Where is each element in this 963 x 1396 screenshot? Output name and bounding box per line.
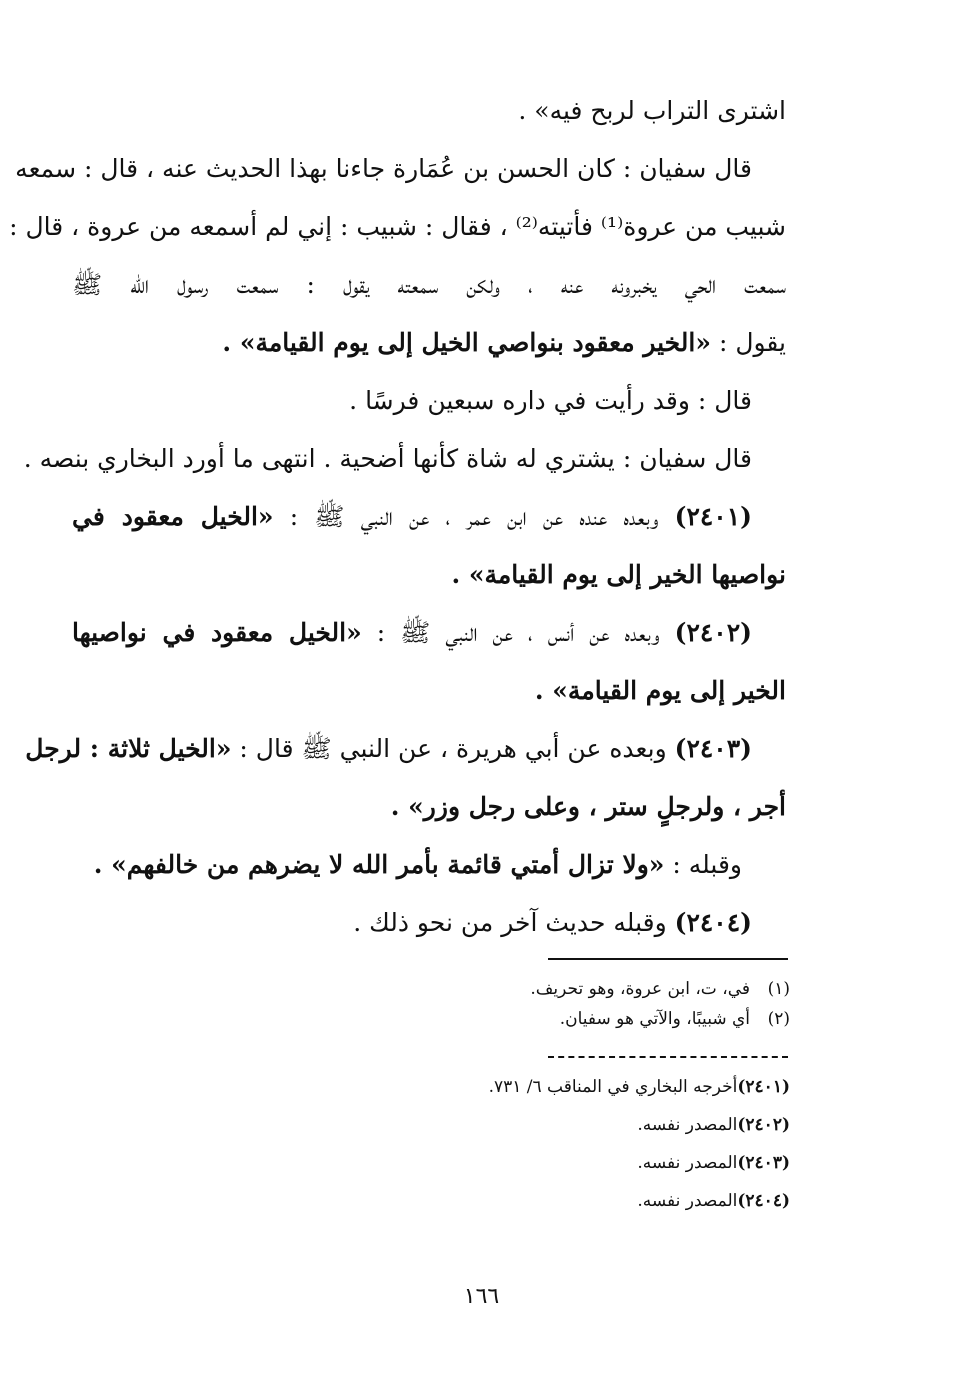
- text-line: [72, 836, 786, 894]
- main-text: [9, 82, 786, 952]
- hadith-number: (٢٤٠٢): [674, 618, 752, 647]
- text-line: قال : وقد رأيت في داره سبعين فرسًا .: [349, 386, 752, 415]
- reference: [300, 1148, 790, 1178]
- hadith-2404: [72, 894, 786, 952]
- hadith-number: (٢٤٠٤): [674, 908, 752, 937]
- footnote-divider: [548, 958, 788, 960]
- hadith-quote: الخير إلى يوم القيامة» .: [534, 676, 786, 705]
- hadith-number: (٢٤٠١): [674, 502, 752, 531]
- text-line: قال سفيان : كان الحسن بن عُمَارة جاءنا بهذا الحديث عنه ، قال : سمعه: [15, 154, 752, 183]
- footnote-number: (٢): [767, 1009, 790, 1029]
- hadith-2403: [25, 720, 786, 778]
- text-span: وبعده عن أبي هريرة ، عن النبي ﷺ قال :: [231, 734, 675, 763]
- reference: [300, 1110, 790, 1140]
- reference-text: المصدر نفسه.: [637, 1153, 738, 1173]
- footnote: [300, 974, 790, 1004]
- text-line: شبيب من عروة⁽¹⁾ فأتيته⁽²⁾ ، فقال : شبيب : إني لم أسمعه من عروة ، قال :: [9, 212, 786, 241]
- hadith-2401: [72, 488, 786, 546]
- reference-number: (٢٤٠٤): [737, 1191, 790, 1211]
- footnote-number: (١): [767, 979, 790, 999]
- footnote-text: في، ت، ابن عروة، وهو تحريف.: [530, 979, 750, 999]
- text-line: سمعت الحي يخبرونه عنه ، ولكن سمعته يقول : سمعت رسول الله ﷺ: [72, 270, 786, 299]
- text-line: [72, 546, 786, 604]
- text-line: اشترى التراب لربح فيه» .: [518, 96, 786, 125]
- reference-number: (٢٤٠١): [737, 1077, 790, 1097]
- text-span: وبعده عن أنس ، عن النبي ﷺ :: [361, 618, 675, 647]
- text-line: [72, 314, 786, 372]
- hadith-quote: «ولا تزال أمتي قائمة بأمر الله لا يضرهم من خالفهم» .: [93, 850, 665, 879]
- hadith-number: (٢٤٠٣): [674, 734, 752, 763]
- reference-text: المصدر نفسه.: [637, 1115, 738, 1135]
- hadith-quote: «الخير معقود بنواصي الخيل إلى يوم القيامة» .: [222, 328, 711, 357]
- text-line: [72, 662, 786, 720]
- text-span: وقبله حديث آخر من نحو ذلك .: [353, 908, 675, 937]
- footnote: [300, 1004, 790, 1034]
- text-span: وبعده عنده عن ابن عمر ، عن النبي ﷺ :: [273, 502, 675, 531]
- text-span: وقبله :: [664, 850, 742, 879]
- hadith-2402: [72, 604, 786, 662]
- text-line: قال سفيان : يشتري له شاة كأنها أضحية . انتهى ما أورد البخاري بنصه .: [23, 444, 752, 473]
- reference-number: (٢٤٠٣): [737, 1153, 790, 1173]
- reference-divider: [548, 1056, 788, 1058]
- reference: [300, 1186, 790, 1216]
- reference-text: أخرجه البخاري في المناقب ٦/ ٧٣١.: [488, 1077, 738, 1097]
- reference: [300, 1072, 790, 1102]
- text-span: يقول :: [711, 328, 786, 357]
- hadith-quote: «الخيل معقود في نواصيها: [72, 618, 362, 647]
- reference-number: (٢٤٠٢): [737, 1115, 790, 1135]
- footnote-text: أي شبيبًا، والآتي هو سفيان.: [559, 1009, 750, 1029]
- text-line: [72, 778, 786, 836]
- hadith-quote: «الخيل ثلاثة : لرجل: [25, 734, 232, 763]
- page-number: ١٦٦: [463, 1284, 500, 1309]
- hadith-quote: أجر ، ولرجلٍ ستر ، وعلى رجل وزر» .: [390, 792, 786, 821]
- hadith-quote: «الخيل معقود في: [72, 502, 274, 531]
- hadith-quote: نواصيها الخير إلى يوم القيامة» .: [451, 560, 786, 589]
- reference-text: المصدر نفسه.: [637, 1191, 738, 1211]
